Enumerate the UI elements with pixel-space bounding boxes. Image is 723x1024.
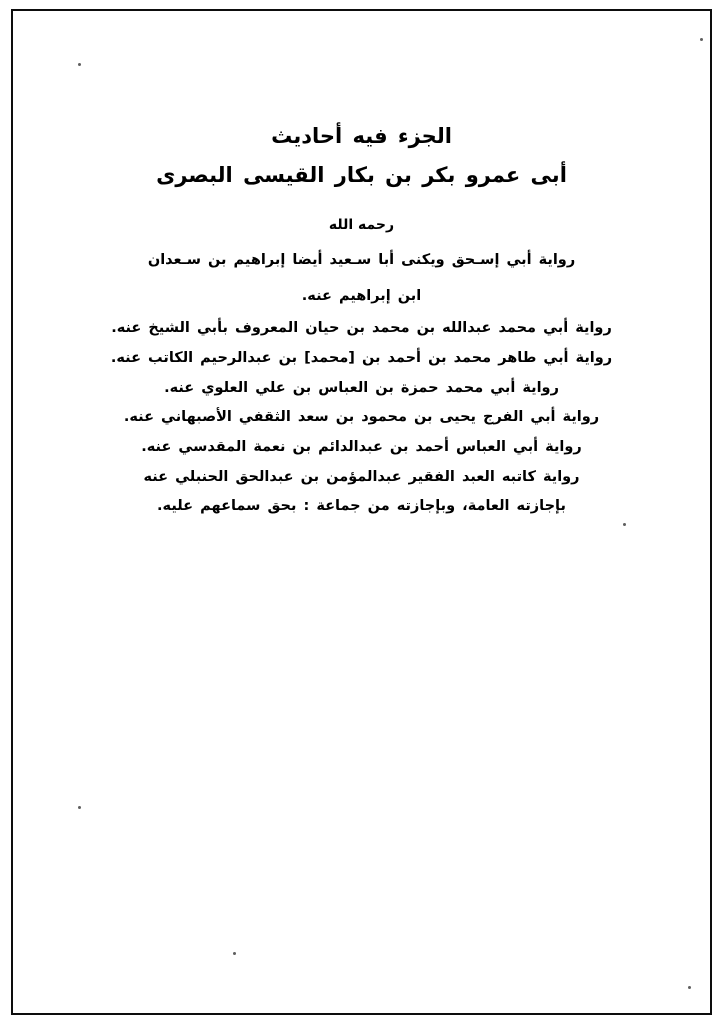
scan-speck	[233, 952, 236, 955]
narration-line-3: رواية أبي محمد عبدالله بن محمد بن حيان المعروف بأبي الشيخ عنه.	[111, 320, 612, 337]
blessing-text: رحمه الله	[328, 217, 395, 234]
document-title	[40, 120, 683, 191]
scan-speck	[78, 63, 81, 66]
scan-speck	[623, 523, 626, 526]
title-line-2: أبى عمرو بكر بن بكار القيسى البصرى	[156, 162, 567, 187]
narration-line-6: رواية أبي الفرج يحيى بن محمود بن سعد الثقفي الأصبهاني عنه.	[123, 409, 600, 426]
narration-line-9: بإجازته العامة، وبإجازته من جماعة : بحق سماعهم عليه.	[157, 498, 566, 515]
scan-speck	[78, 806, 81, 809]
scan-speck	[688, 986, 691, 989]
narration-line-8: رواية كاتبه العبد الفقير عبدالمؤمن بن عبدالحق الحنبلي عنه	[143, 468, 580, 485]
narration-line-7: رواية أبي العباس أحمد بن عبدالدائم بن نعمة المقدسي عنه.	[141, 439, 582, 455]
narration-line-4: رواية أبي طاهر محمد بن أحمد بن [محمد] بن عبدالرحيم الكاتب عنه.	[110, 349, 613, 366]
page-content	[40, 120, 683, 522]
narration-line-2: ابن إبراهيم عنه.	[301, 287, 422, 304]
title-line-1: الجزء فيه أحاديث	[271, 124, 452, 148]
scan-speck	[700, 38, 703, 41]
narration-line-1: رواية أبي إسـحق ويكنى أبا سـعيد أيضا إبراهيم بن سـعدان	[147, 252, 576, 269]
narration-line-5: رواية أبي محمد حمزة بن العباس بن علي العلوي عنه.	[164, 379, 559, 396]
